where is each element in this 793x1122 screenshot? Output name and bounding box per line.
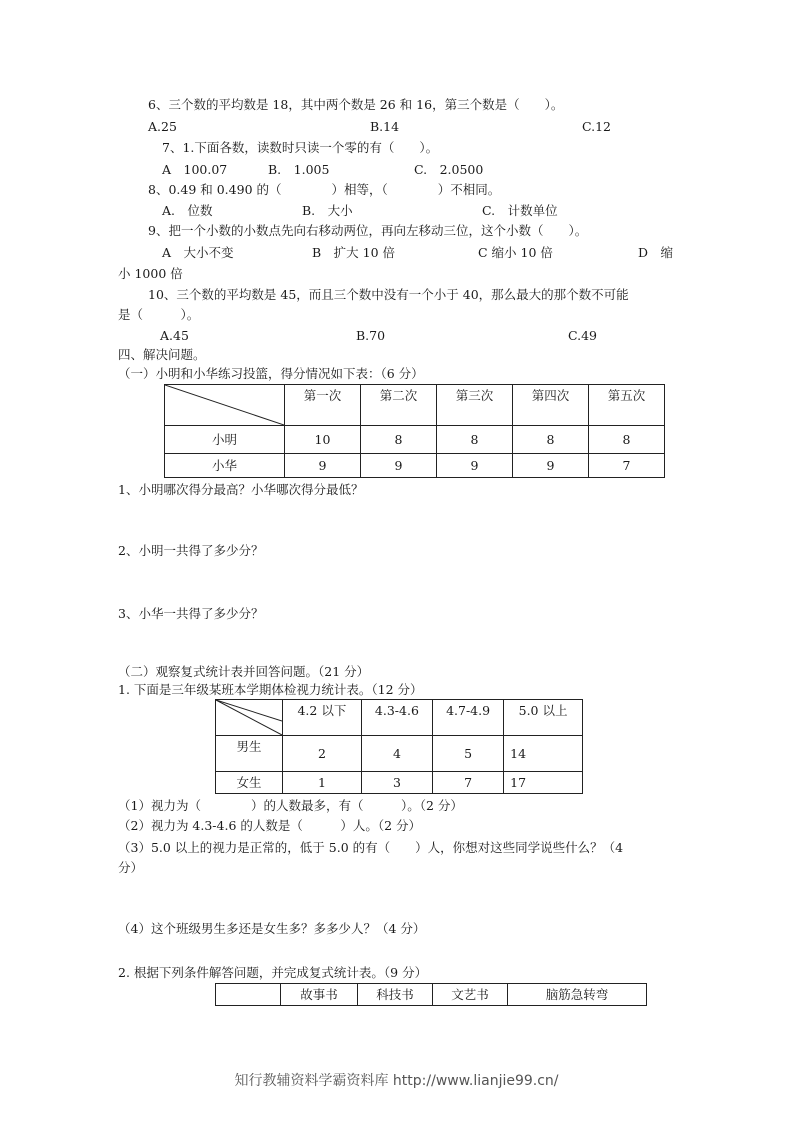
table-corner-cell (216, 984, 281, 1006)
table-row (165, 454, 665, 478)
table-cell: 17 (504, 772, 583, 794)
table-cell: 10 (285, 426, 361, 454)
table-header: 第二次 (361, 385, 437, 426)
part2-subquestion-4: （4）这个班级男生多还是女生多？多多少人？（4 分） (118, 921, 426, 936)
q7-option-c: C. 2.0500 (414, 162, 484, 177)
q8-option-b: B. 大小 (302, 203, 353, 218)
row-label: 男生 (216, 736, 283, 772)
table-header: 第四次 (513, 385, 589, 426)
books-table (215, 983, 647, 1006)
section-title: 四、解决问题。 (118, 347, 206, 362)
q9-stem: 9、把一个小数的小数点先向右移动两位，再向左移动三位，这个小数（ ）。 (148, 223, 588, 238)
q8-stem: 8、0.49 和 0.490 的（ ）相等，（ ）不相同。 (148, 182, 501, 197)
table-cell: 7 (589, 454, 665, 478)
table-row (216, 772, 583, 794)
table-cell: 7 (432, 772, 503, 794)
part2-subquestion-3: （3）5.0 以上的视力是正常的，低于 5.0 的有（ ）人，你想对这些同学说些什么？（4 (118, 840, 624, 855)
table-cell: 8 (513, 426, 589, 454)
q8-option-c: C. 计数单位 (482, 203, 558, 218)
vision-table (215, 699, 583, 794)
table-header: 科技书 (358, 984, 433, 1006)
q9-option-d: D 缩 (638, 245, 674, 260)
page-footer: 知行教辅资料学霸资料库 http://www.lianjie99.cn/ (234, 1073, 559, 1089)
table-header: 4.7-4.9 (432, 700, 503, 736)
q8-option-a: A. 位数 (162, 203, 213, 218)
q6-option-c: C.12 (582, 119, 611, 134)
table-row (165, 426, 665, 454)
table-cell: 8 (361, 426, 437, 454)
row-label: 女生 (216, 772, 283, 794)
q10-stem-cont: 是（ ）。 (118, 307, 200, 322)
part1-question-3: 3、小华一共得了多少分？ (118, 606, 264, 621)
q10-option-c: C.49 (568, 328, 597, 343)
q9-option-c: C 缩小 10 倍 (478, 245, 553, 260)
table-header: 4.3-4.6 (361, 700, 432, 736)
part2-subtitle-2: 2. 根据下列条件解答问题，并完成复式统计表。（9 分） (118, 965, 428, 980)
part2-title: （二）观察复式统计表并回答问题。（21 分） (118, 664, 370, 679)
q6-stem: 6、三个数的平均数是 18，其中两个数是 26 和 16，第三个数是（ ）。 (148, 97, 564, 112)
part2-subquestion-2: （2）视力为 4.3-4.6 的人数是（ ）人。（2 分） (118, 818, 422, 833)
table-cell: 14 (504, 736, 583, 772)
table-cell: 4 (361, 736, 432, 772)
table-cell: 5 (432, 736, 503, 772)
q10-stem: 10、三个数的平均数是 45，而且三个数中没有一个小于 40，那么最大的那个数不可能 (148, 287, 629, 302)
table-header: 5.0 以上 (504, 700, 583, 736)
table-header: 第三次 (437, 385, 513, 426)
table-cell: 9 (513, 454, 589, 478)
part1-question-2: 2、小明一共得了多少分？ (118, 543, 264, 558)
part2-subquestion-3-cont: 分） (118, 860, 144, 875)
q7-option-b: B. 1.005 (268, 162, 330, 177)
table-cell: 9 (285, 454, 361, 478)
part1-question-1: 1、小明哪次得分最高？小华哪次得分最低？ (118, 482, 364, 497)
row-label: 小明 (165, 426, 285, 454)
table-cell: 3 (361, 772, 432, 794)
q6-option-a: A.25 (148, 119, 177, 134)
q10-option-a: A.45 (160, 328, 189, 343)
table-corner-cell (165, 385, 285, 426)
table-cell: 2 (283, 736, 362, 772)
q9-option-b: B 扩大 10 倍 (312, 245, 396, 260)
q7-stem: 7、1.下面各数，读数时只读一个零的有（ ）。 (162, 140, 439, 155)
part2-subtitle-1: 1. 下面是三年级某班本学期体检视力统计表。（12 分） (118, 682, 423, 697)
q6-option-b: B.14 (370, 119, 400, 134)
table-header: 4.2 以下 (283, 700, 362, 736)
scores-table (164, 384, 665, 478)
q9-option-d-cont: 小 1000 倍 (118, 266, 183, 281)
q9-option-a: A 大小不变 (162, 245, 234, 260)
table-cell: 9 (361, 454, 437, 478)
part1-title: （一）小明和小华练习投篮，得分情况如下表：（6 分） (118, 366, 424, 381)
table-header: 第五次 (589, 385, 665, 426)
table-header: 故事书 (281, 984, 358, 1006)
table-header: 文艺书 (433, 984, 508, 1006)
table-corner-cell (216, 700, 283, 736)
diagonal-lines (216, 700, 282, 735)
table-row (216, 736, 583, 772)
table-header: 脑筋急转弯 (508, 984, 647, 1006)
q10-option-b: B.70 (356, 328, 386, 343)
diagonal-line (165, 385, 284, 425)
table-header: 第一次 (285, 385, 361, 426)
q7-option-a: A 100.07 (162, 162, 228, 177)
table-cell: 1 (283, 772, 362, 794)
row-label: 小华 (165, 454, 285, 478)
table-cell: 9 (437, 454, 513, 478)
table-cell: 8 (589, 426, 665, 454)
table-cell: 8 (437, 426, 513, 454)
part2-subquestion-1: （1）视力为（ ）的人数最多，有（ ）。（2 分） (118, 798, 463, 813)
